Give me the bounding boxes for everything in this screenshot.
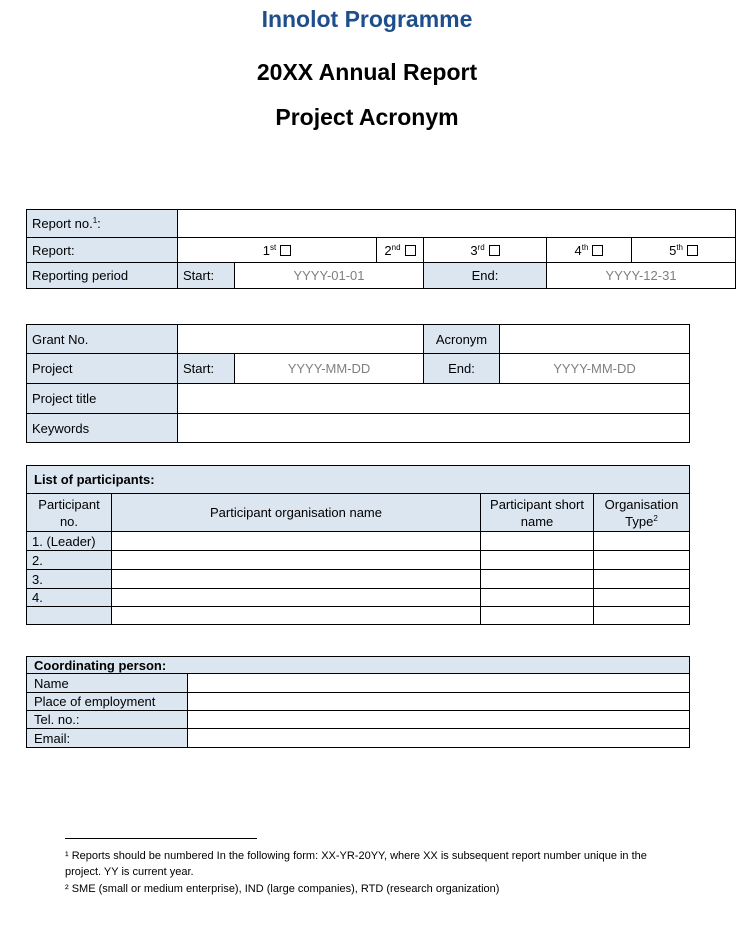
period-end-label: End: (424, 263, 547, 289)
project-start-label: Start: (178, 354, 235, 384)
col-organisation-name: Participant organisation name (112, 494, 481, 532)
footnote-2: ² SME (small or medium enterprise), IND (large companies), RTD (research organization) (65, 883, 500, 895)
report-title: 20XX Annual Report (256, 59, 478, 85)
acronym-label: Acronym (424, 325, 500, 354)
period-end-field[interactable]: YYYY-12-31 (547, 263, 736, 289)
report-option-2nd[interactable]: 2nd (377, 238, 424, 263)
checkbox-icon[interactable] (592, 245, 603, 256)
participant-type-cell[interactable] (594, 607, 690, 625)
project-label: Project (27, 354, 178, 384)
participant-short-cell[interactable] (481, 589, 594, 607)
participant-name-cell[interactable] (112, 532, 481, 551)
coordinator-tel-label: Tel. no.: (27, 711, 188, 729)
report-no-label: Report no.$^1$: (27, 210, 178, 238)
participant-row-label: 3. (27, 570, 112, 589)
project-end-field[interactable]: YYYY-MM-DD (500, 354, 690, 384)
participant-short-cell[interactable] (481, 551, 594, 570)
period-start-field[interactable]: YYYY-01-01 (235, 263, 424, 289)
project-end-label: End: (424, 354, 500, 384)
programme-title: Innolot Programme (261, 6, 473, 32)
participant-row-label: 1. (Leader) (27, 532, 112, 551)
footnote-divider (65, 838, 257, 839)
participant-type-cell[interactable] (594, 570, 690, 589)
coordinator-email-field[interactable] (188, 729, 690, 748)
report-option-4th[interactable]: 4th (547, 238, 632, 263)
participant-name-cell[interactable] (112, 607, 481, 625)
coordinator-table (26, 656, 690, 748)
project-title-field[interactable] (178, 384, 690, 414)
coordinator-tel-field[interactable] (188, 711, 690, 729)
participant-short-cell[interactable] (481, 607, 594, 625)
participant-short-cell[interactable] (481, 532, 594, 551)
reporting-period-label: Reporting period (27, 263, 178, 289)
acronym-field[interactable] (500, 325, 690, 354)
period-start-label: Start: (178, 263, 235, 289)
checkbox-icon[interactable] (687, 245, 698, 256)
participant-row-label (27, 607, 112, 625)
coordinator-email-label: Email: (27, 729, 188, 748)
report-option-5th[interactable]: 5th (632, 238, 736, 263)
checkbox-icon[interactable] (280, 245, 291, 256)
project-title-label: Project title (27, 384, 178, 414)
participant-name-cell[interactable] (112, 570, 481, 589)
participant-type-cell[interactable] (594, 589, 690, 607)
participants-table (26, 465, 690, 625)
project-start-field[interactable]: YYYY-MM-DD (235, 354, 424, 384)
col-organisation-type: Organisation Type$^2$ (594, 494, 690, 532)
participant-type-cell[interactable] (594, 551, 690, 570)
grant-no-label: Grant No. (27, 325, 178, 354)
coordinator-heading: Coordinating person: (27, 657, 690, 674)
checkbox-icon[interactable] (405, 245, 416, 256)
grant-no-field[interactable] (178, 325, 424, 354)
footnote-1: ¹ Reports should be numbered In the following form: XX-YR-20YY, where XX is subsequent report number unique in the project. YY is current year. (65, 850, 647, 878)
coordinator-name-field[interactable] (188, 674, 690, 693)
participant-row-label: 4. (27, 589, 112, 607)
coordinator-employment-label: Place of employment (27, 693, 188, 711)
keywords-field[interactable] (178, 414, 690, 443)
coordinator-employment-field[interactable] (188, 693, 690, 711)
report-option-1st[interactable]: 1st (178, 238, 377, 263)
participant-row-label: 2. (27, 551, 112, 570)
acronym-title: Project Acronym (275, 104, 459, 130)
checkbox-icon[interactable] (489, 245, 500, 256)
participant-name-cell[interactable] (112, 551, 481, 570)
participant-type-cell[interactable] (594, 532, 690, 551)
report-option-3rd[interactable]: 3rd (424, 238, 547, 263)
participant-short-cell[interactable] (481, 570, 594, 589)
report-info-table (26, 209, 736, 289)
report-label: Report: (27, 238, 178, 263)
coordinator-name-label: Name (27, 674, 188, 693)
col-short-name: Participant short name (481, 494, 594, 532)
col-participant-no: Participant no. (27, 494, 112, 532)
report-no-field[interactable] (178, 210, 736, 238)
keywords-label: Keywords (27, 414, 178, 443)
participant-name-cell[interactable] (112, 589, 481, 607)
grant-info-table (26, 324, 690, 443)
participants-heading: List of participants: (27, 466, 690, 494)
